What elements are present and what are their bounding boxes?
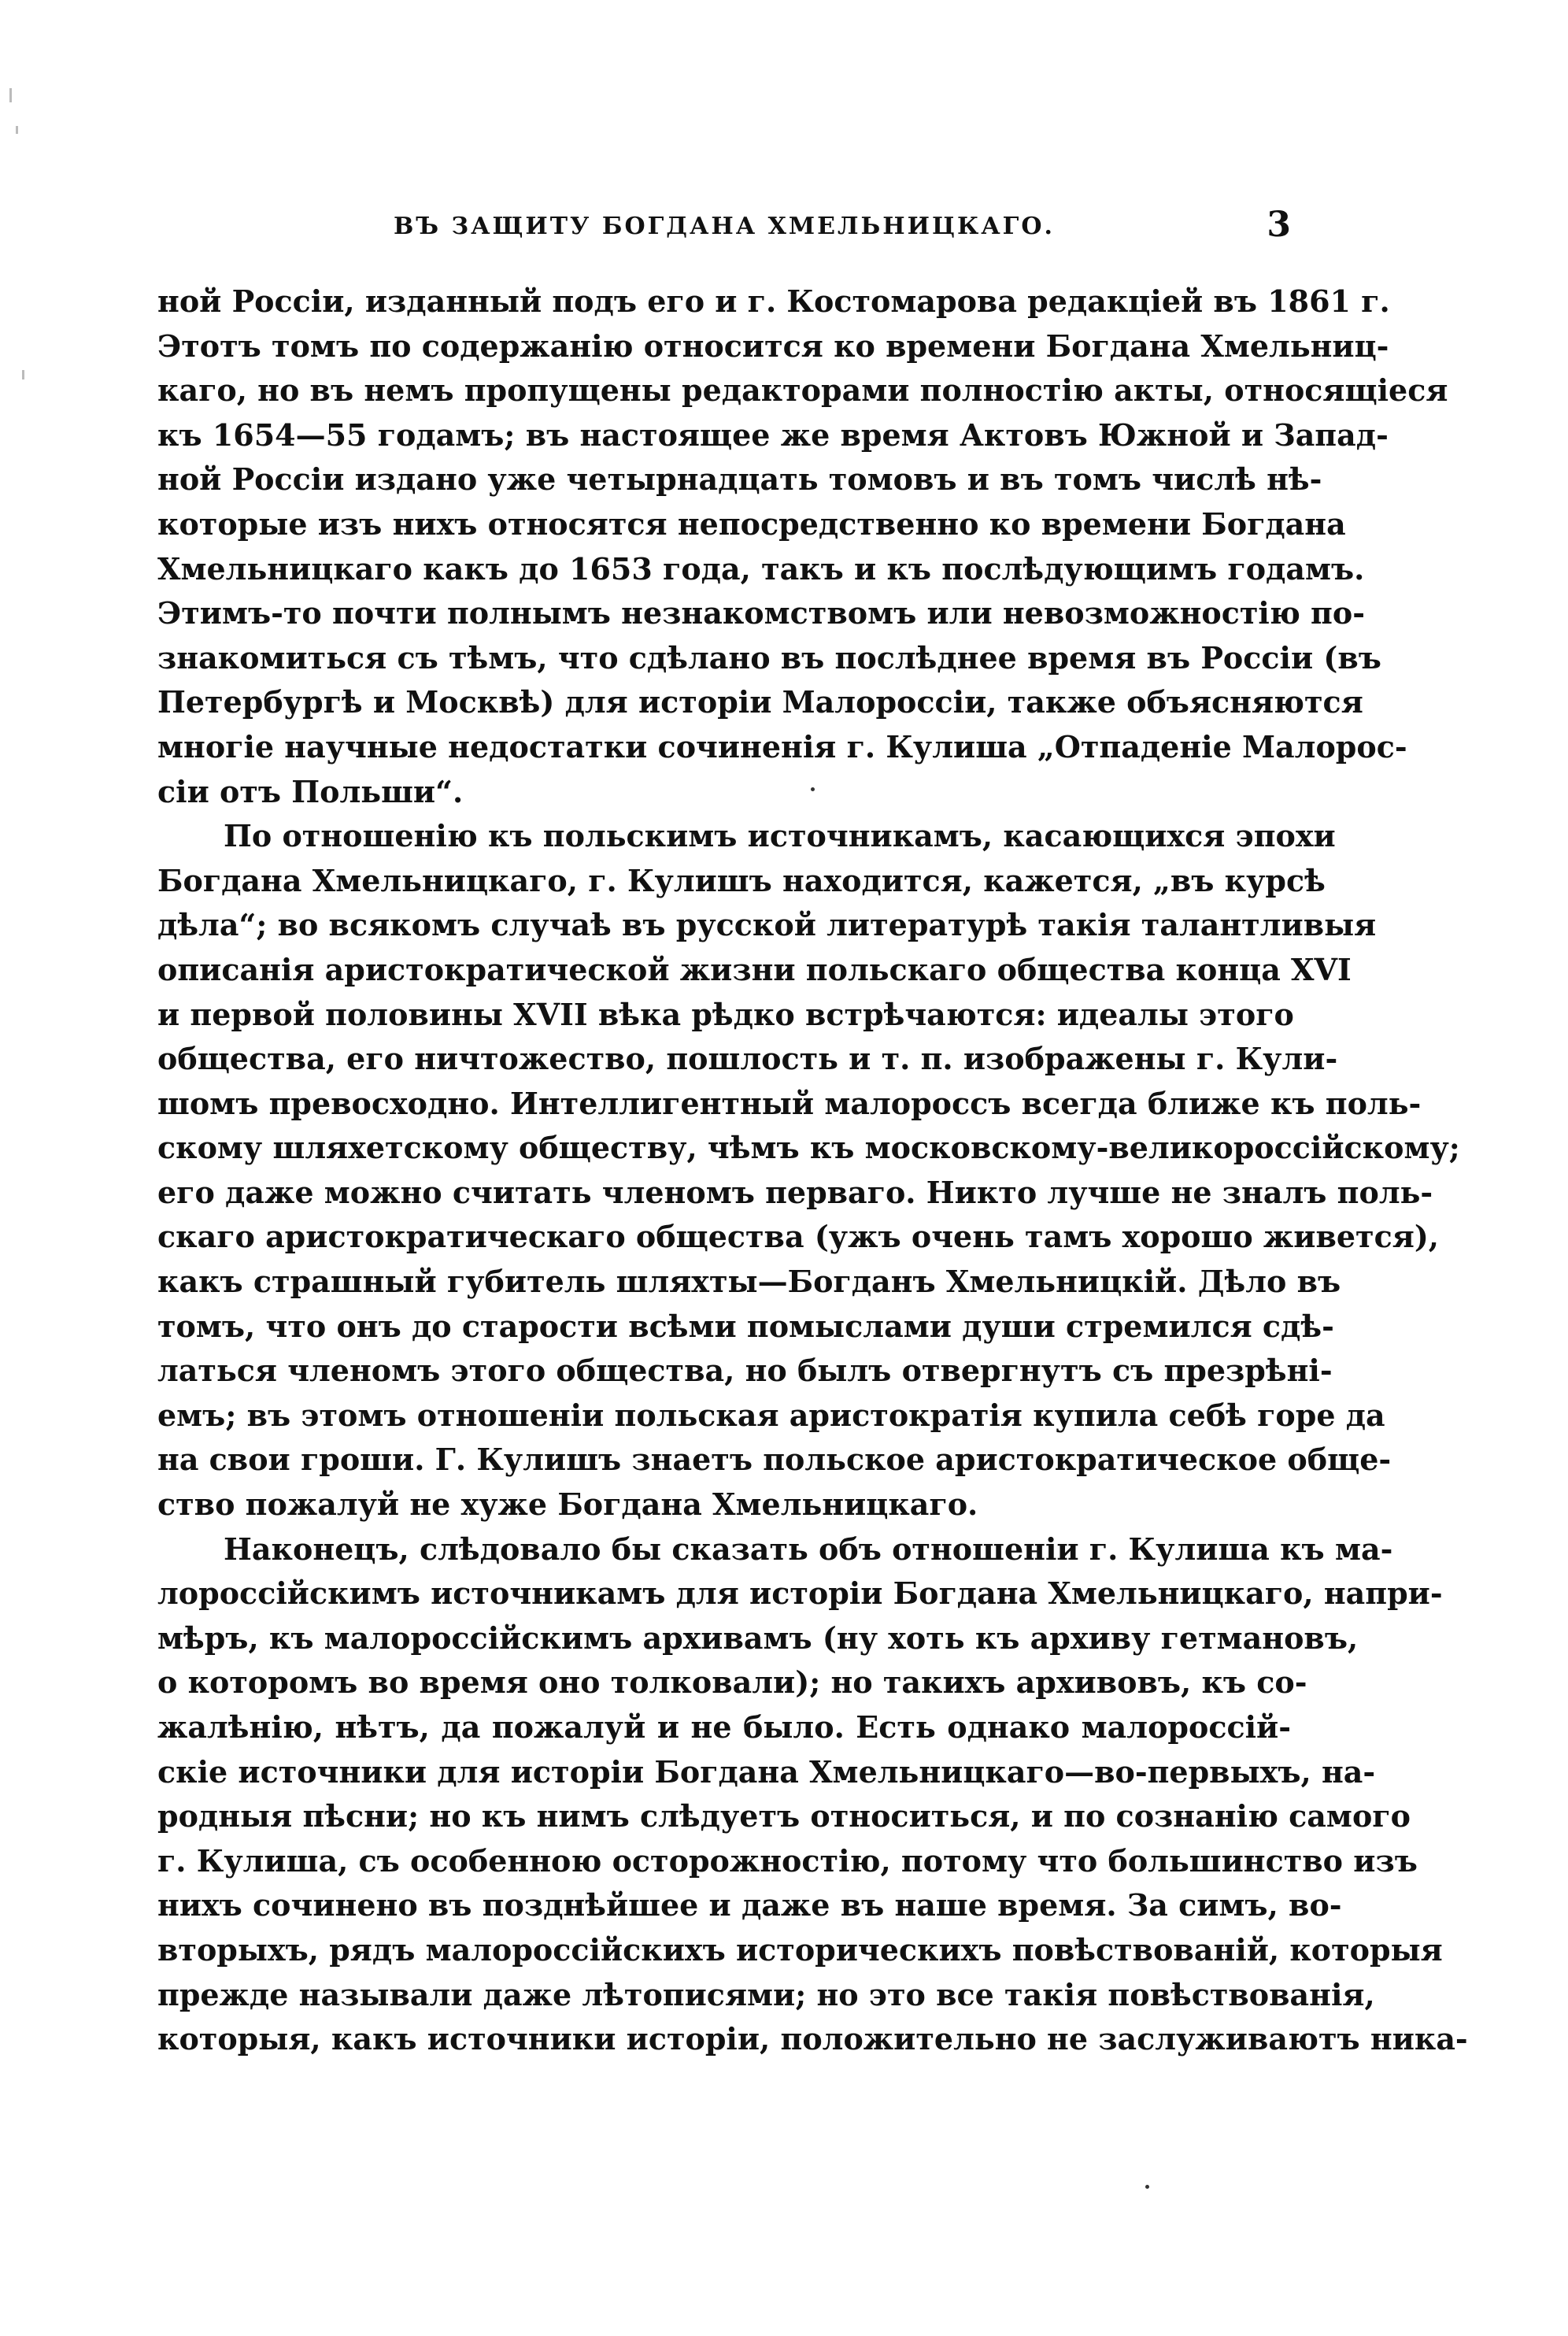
page-number: 3 bbox=[1267, 205, 1291, 245]
text-line: многіе научные недостатки сочиненія г. Кулиша „Отпаденіе Малорос- bbox=[157, 728, 1407, 764]
text-line: мѣръ, къ малороссійскимъ архивамъ (ну хоть къ архиву гетмановъ, bbox=[157, 1620, 1359, 1656]
text-line: шомъ превосходно. Интеллигентный малороссъ всегда ближе къ поль- bbox=[157, 1085, 1422, 1121]
text-line: Богдана Хмельницкаго, г. Кулишъ находится, кажется, „въ курсѣ bbox=[157, 862, 1326, 898]
text-line: Наконецъ, слѣдовало бы сказать объ отношеніи г. Кулиша къ ма- bbox=[224, 1531, 1393, 1567]
text-line: жалѣнію, нѣтъ, да пожалуй и не было. Есть однако малороссій- bbox=[157, 1709, 1291, 1745]
text-line: его даже можно считать членомъ перваго. Никто лучше не зналъ поль- bbox=[157, 1174, 1433, 1210]
text-line: описанія аристократической жизни польскаго общества конца XVI bbox=[157, 951, 1352, 987]
text-line: томъ, что онъ до старости всѣми помыслами души стремился сдѣ- bbox=[157, 1308, 1334, 1344]
paragraph bbox=[157, 1527, 1468, 2062]
text-line: и первой половины XVII вѣка рѣдко встрѣчаются: идеалы этого bbox=[157, 996, 1294, 1032]
text-line: емъ; въ этомъ отношеніи польская аристократія купила себѣ горе да bbox=[157, 1397, 1385, 1433]
text-line: Этотъ томъ по содержанію относится ко времени Богдана Хмельниц- bbox=[157, 328, 1389, 364]
margin-mark bbox=[16, 126, 18, 134]
text-line: скому шляхетскому обществу, чѣмъ къ московскому-великороссійскому; bbox=[157, 1130, 1460, 1166]
text-line: каго, но въ немъ пропущены редакторами полностію акты, относящіеся bbox=[157, 372, 1448, 409]
text-line: дѣла“; во всякомъ случаѣ въ русской литературѣ такія талантливыя bbox=[157, 907, 1377, 943]
text-line: лороссійскимъ источникамъ для исторіи Богдана Хмельницкаго, напри- bbox=[157, 1575, 1443, 1612]
text-line: Хмельницкаго какъ до 1653 года, такъ и къ послѣдующимъ годамъ. bbox=[157, 550, 1365, 587]
text-line: родныя пѣсни; но къ нимъ слѣдуетъ относиться, и по сознанію самого bbox=[157, 1798, 1411, 1834]
text-line: прежде называли даже лѣтописями; но это все такія повѣствованія, bbox=[157, 1976, 1375, 2012]
text-line: латься членомъ этого общества, но былъ отвергнутъ съ презрѣні- bbox=[157, 1353, 1333, 1389]
text-line: вторыхъ, рядъ малороссійскихъ историческихъ повѣствованій, которыя bbox=[157, 1931, 1443, 1968]
text-line: скаго аристократическаго общества (ужъ очень тамъ хорошо живется), bbox=[157, 1219, 1440, 1255]
text-line: ной Россіи, изданный подъ его и г. Костомарова редакціей въ 1861 г. bbox=[157, 283, 1390, 319]
text-line: о которомъ во время оно толковали); но такихъ архивовъ, къ со- bbox=[157, 1664, 1307, 1701]
text-line: которыя, какъ источники исторіи, положительно не заслуживаютъ ника- bbox=[157, 2021, 1468, 2057]
text-line: знакомиться съ тѣмъ, что сдѣлано въ послѣднее время въ Россіи (въ bbox=[157, 639, 1381, 676]
text-line: скіе источники для исторіи Богдана Хмельницкаго—во-первыхъ, на- bbox=[157, 1753, 1376, 1790]
text-line: Петербургѣ и Москвѣ) для исторіи Малороссіи, также объясняются bbox=[157, 684, 1363, 720]
text-line: ной Россіи издано уже четырнадцать томовъ и въ томъ числѣ нѣ- bbox=[157, 461, 1322, 498]
text-line: къ 1654—55 годамъ; въ настоящее же время Актовъ Южной и Запад- bbox=[157, 416, 1389, 453]
paragraph bbox=[157, 280, 1448, 814]
text-line: сіи отъ Польши“. bbox=[157, 773, 464, 809]
margin-mark bbox=[22, 370, 24, 379]
text-line: ство пожалуй не хуже Богдана Хмельницкаго. bbox=[157, 1486, 978, 1523]
page-header bbox=[157, 205, 1291, 252]
text-line: По отношенію къ польскимъ источникамъ, касающихся эпохи bbox=[224, 818, 1336, 854]
body-text bbox=[157, 280, 1468, 2062]
text-line: Этимъ-то почти полнымъ незнакомствомъ или невозможностію по- bbox=[157, 595, 1365, 631]
stray-dot bbox=[1145, 2185, 1149, 2189]
text-line: г. Кулиша, съ особенною осторожностію, потому что большинство изъ bbox=[157, 1842, 1418, 1879]
text-line: нихъ сочинено въ позднѣйшее и даже въ наше время. За симъ, во- bbox=[157, 1887, 1342, 1923]
margin-mark bbox=[9, 88, 12, 102]
text-line: какъ страшный губитель шляхты—Богданъ Хмельницкій. Дѣло въ bbox=[157, 1264, 1341, 1300]
text-line: которые изъ нихъ относятся непосредственно ко времени Богдана bbox=[157, 505, 1346, 542]
text-line: общества, его ничтожество, пошлость и т. п. изображены г. Кули- bbox=[157, 1041, 1338, 1077]
paragraph bbox=[157, 814, 1460, 1527]
running-head: ВЪ ЗАЩИТУ БОГДАНА ХМЕЛЬНИЦКАГО. bbox=[394, 213, 1055, 240]
text-line: на свои гроши. Г. Кулишъ знаетъ польское аристократическое обще- bbox=[157, 1442, 1392, 1478]
